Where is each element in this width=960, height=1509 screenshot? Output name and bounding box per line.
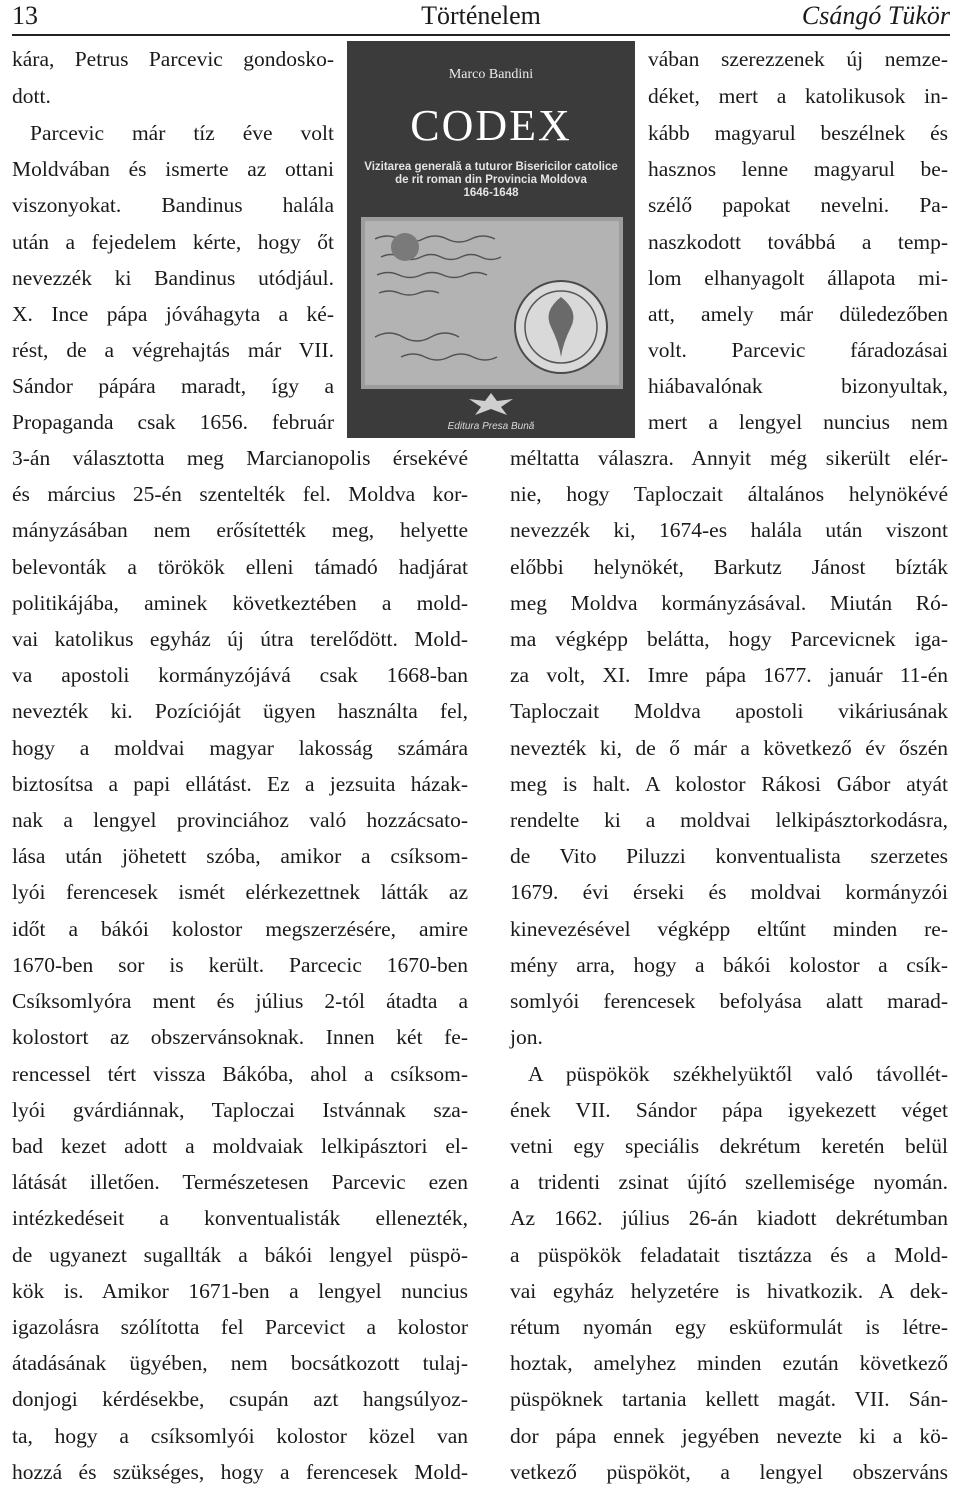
text-line: bad kezet adott a moldvaiak lelkipásztori el-	[12, 1134, 468, 1158]
text-line: déket, mert a katolikusok in-	[648, 84, 948, 108]
publisher-logo-icon	[467, 391, 515, 417]
text-line: intézkedéseit a konventualisták ellenezték,	[12, 1206, 468, 1230]
text-line: dott.	[12, 84, 51, 108]
text-line: rést, de a végrehajtás már VII.	[12, 338, 334, 362]
text-line: vában szerezzenek új nemze-	[648, 47, 948, 71]
text-line: kök is. Amikor 1671-ben a lengyel nuncius	[12, 1279, 468, 1303]
text-line: politikájába, aminek következtében a mold-	[12, 591, 468, 615]
text-line: kinevezésével végképp eltűnt minden re-	[510, 917, 948, 941]
text-line: volt. Parcevic fáradozásai	[648, 338, 948, 362]
text-line: lása után jöhetett szóba, amikor a csíksom-	[12, 844, 468, 868]
text-line: att, amely már düledezőben	[648, 302, 948, 326]
text-line: mányzásában nem erősítették meg, helyette	[12, 518, 468, 542]
text-line: hozzá és szükséges, hogy a ferencesek Mold-	[12, 1460, 468, 1484]
text-line: jon.	[510, 1025, 543, 1049]
text-line: ta, hogy a csíksomlyói kolostor közel van	[12, 1424, 468, 1448]
text-line: nevezték ki, de ő már a következő év őszén	[510, 736, 948, 760]
text-line: kolostort az obszervánsoknak. Innen két fe-	[12, 1025, 468, 1049]
text-line: hogy a moldvai magyar lakosság számára	[12, 736, 468, 760]
magazine-title: Csángó Tükör	[801, 1, 950, 30]
text-line: Taploczait Moldva apostoli vikáriusának	[510, 699, 948, 723]
cover-subtitle-line1: Vizitarea generală a tuturor Bisericilor catolice	[364, 161, 618, 173]
text-line: X. Ince pápa jóváhagyta a ké-	[12, 302, 334, 326]
text-line: rendelte ki a moldvai lelkipásztorkodásra,	[510, 808, 948, 832]
text-line: ma végképp belátta, hogy Parcevicnek iga-	[510, 627, 948, 651]
text-line: hiábavalónak bizonyultak,	[648, 374, 948, 398]
section-title: Történelem	[421, 1, 541, 30]
text-line: vetni egy speciális dekrétum keretén belül	[510, 1134, 948, 1158]
text-line: mert a lengyel nuncius nem	[648, 410, 948, 434]
text-line: nie, hogy Taploczait általános helynökévé	[510, 482, 948, 506]
text-line: szélő papokat nevelni. Pa-	[648, 193, 948, 217]
text-line: időt a bákói kolostor megszerzésére, amire	[12, 917, 468, 941]
text-line: za volt, XI. Imre pápa 1677. január 11-én	[510, 663, 948, 687]
text-line: igazolásra szólította fel Parcevict a kolostor	[12, 1315, 468, 1339]
text-line: hoztak, amelyhez minden ezután következő	[510, 1351, 948, 1375]
text-line: lom elhanyagolt állapota mi-	[648, 266, 948, 290]
text-line: nevezték ki. Pozícióját ügyen használta fel,	[12, 699, 468, 723]
text-line: rétum nyomán egy esküformulát is létre-	[510, 1315, 948, 1339]
text-line: 3-án választotta meg Marcianopolis érsekévé	[12, 446, 468, 470]
text-line: nevezzék ki, 1674-es halála után viszont	[510, 518, 948, 542]
cover-publisher: Editura Presa Bună	[447, 421, 535, 432]
cover-author: Marco Bandini	[448, 67, 534, 82]
text-line: mény arra, hogy a bákói kolostor a csík-	[510, 953, 948, 977]
text-line: látását illetően. Természetesen Parcevic ezen	[12, 1170, 468, 1194]
cover-subtitle-line2: de rit roman din Provincia Moldova	[395, 174, 587, 186]
text-line: viszonyokat. Bandinus halála	[12, 193, 334, 217]
text-line: de Vito Piluzzi konventualista szerzetes	[510, 844, 948, 868]
text-line: és március 25-én szentelték fel. Moldva kor-	[12, 482, 468, 506]
text-line: 1670-ben sor is került. Parcecic 1670-ben	[12, 953, 468, 977]
text-line: lyói gvárdiánnak, Taploczai Istvánnak sza-	[12, 1098, 468, 1122]
text-line: meg Moldva kormányzásával. Miután Ró-	[510, 591, 948, 615]
text-line: biztosítsa a papi ellátást. Ez a jezsuita házak-	[12, 772, 468, 796]
text-line: somlyói ferencesek befolyása alatt marad-	[510, 989, 948, 1013]
book-cover-image	[347, 41, 635, 438]
text-line: a püspökök feladatait tisztázza és a Mold-	[510, 1243, 948, 1267]
text-line: Parcevic már tíz éve volt	[30, 121, 334, 145]
text-line: kára, Petrus Parcevic gondosko-	[12, 47, 334, 71]
text-line: Moldvában és ismerte az ottani	[12, 157, 334, 181]
text-line: átadásának ügyében, nem bocsátkozott tulaj-	[12, 1351, 468, 1375]
text-line: rencessel tért vissza Bákóba, ahol a csíksom-	[12, 1062, 468, 1086]
text-line: ének VII. Sándor pápa igyekezett véget	[510, 1098, 948, 1122]
text-line: kább magyarul beszélnek és	[648, 121, 948, 145]
text-line: belevonták a törökök elleni támadó hadjárat	[12, 555, 468, 579]
text-line: A püspökök székhelyüktől való távollét-	[528, 1062, 948, 1086]
text-line: 1679. évi érseki és moldvai kormányzói	[510, 880, 948, 904]
text-line: méltatta válaszra. Annyit még sikerült elér-	[510, 446, 948, 470]
cover-years: 1646-1648	[463, 187, 519, 199]
text-line: va apostoli kormányzójává csak 1668-ban	[12, 663, 468, 687]
text-line: vai egyház helyzetére is hivatkozik. A dek-	[510, 1279, 948, 1303]
cover-title: CODEX	[410, 101, 572, 150]
text-line: nak a lengyel provinciához való hozzácsato-	[12, 808, 468, 832]
text-line: naszkodott továbbá a temp-	[648, 230, 948, 254]
text-line: Propaganda csak 1656. február	[12, 410, 334, 434]
text-line: nevezzék ki Bandinus utódjául.	[12, 266, 334, 290]
page-header	[12, 0, 950, 36]
text-line: után a fejedelem kérte, hogy őt	[12, 230, 334, 254]
text-line: donjogi kérdésekbe, csupán azt hangsúlyoz-	[12, 1387, 468, 1411]
text-line: meg is halt. A kolostor Rákosi Gábor atyát	[510, 772, 948, 796]
text-line: hasznos lenne magyarul be-	[648, 157, 948, 181]
text-line: előbbi helynökét, Barkutz Jánost bízták	[510, 555, 948, 579]
text-line: a tridenti zsinat újító szellemisége nyomán.	[510, 1170, 948, 1194]
text-line: vai katolikus egyház új útra terelődött. Mold-	[12, 627, 468, 651]
text-line: püspöknek tartania kellett magát. VII. Sán-	[510, 1387, 948, 1411]
text-line: Sándor pápára maradt, így a	[12, 374, 334, 398]
text-line: vetkező püspököt, a lengyel obszerváns	[510, 1460, 948, 1484]
text-line: dor pápa ennek jegyében nevezte ki a kö-	[510, 1424, 948, 1448]
text-line: de ugyanezt sugallták a bákói lengyel püspö-	[12, 1243, 468, 1267]
text-line: Az 1662. július 26-án kiadott dekrétumban	[510, 1206, 948, 1230]
page-number: 13	[12, 1, 38, 30]
text-line: lyói ferencesek ismét elérkezettnek látták az	[12, 880, 468, 904]
text-line: Csíksomlyóra ment és július 2-tól átadta a	[12, 989, 468, 1013]
manuscript-illustration	[361, 217, 623, 389]
